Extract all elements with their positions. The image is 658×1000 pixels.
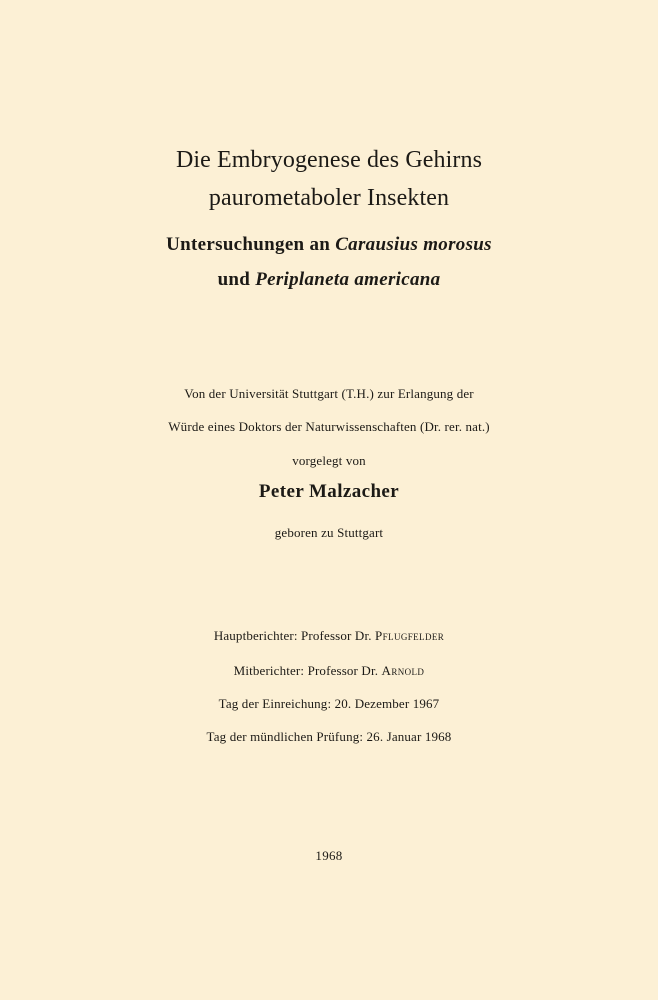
co-referee-label: Mitberichter: Professor Dr. <box>233 663 382 678</box>
subtitle-species-2: Periplaneta americana <box>255 269 441 290</box>
subtitle-line-2 <box>0 270 658 289</box>
publication-year: 1968 <box>315 848 343 863</box>
title-line-2: paurometaboler Insekten <box>208 185 450 211</box>
author-name: Peter Malzacher <box>258 481 400 502</box>
subtitle-line-1-prefix: Untersuchungen an <box>166 234 336 255</box>
title-line-1: Die Embryogenese des Gehirns <box>175 147 483 173</box>
main-referee-name: Pflugfelder <box>375 628 445 643</box>
dissertation-line-2: Würde eines Doktors der Naturwissenschaften (Dr. rer. nat.) <box>168 419 490 434</box>
subtitle-species-1: Carausius morosus <box>335 234 492 255</box>
subtitle-line-1 <box>0 235 658 254</box>
exam-date: Tag der mündlichen Prüfung: 26. Januar 1968 <box>206 729 452 744</box>
dissertation-line-1: Von der Universität Stuttgart (T.H.) zur Erlangung der <box>184 386 474 401</box>
subtitle-line-2-prefix: und <box>217 269 256 290</box>
co-referee <box>0 664 658 677</box>
submission-date: Tag der Einreichung: 20. Dezember 1967 <box>218 696 440 711</box>
dissertation-line-3: vorgelegt von <box>292 453 366 468</box>
author-birthplace: geboren zu Stuttgart <box>274 525 384 540</box>
main-referee <box>0 629 658 642</box>
main-referee-label: Hauptberichter: Professor Dr. <box>213 628 376 643</box>
co-referee-name: Arnold <box>381 663 425 678</box>
